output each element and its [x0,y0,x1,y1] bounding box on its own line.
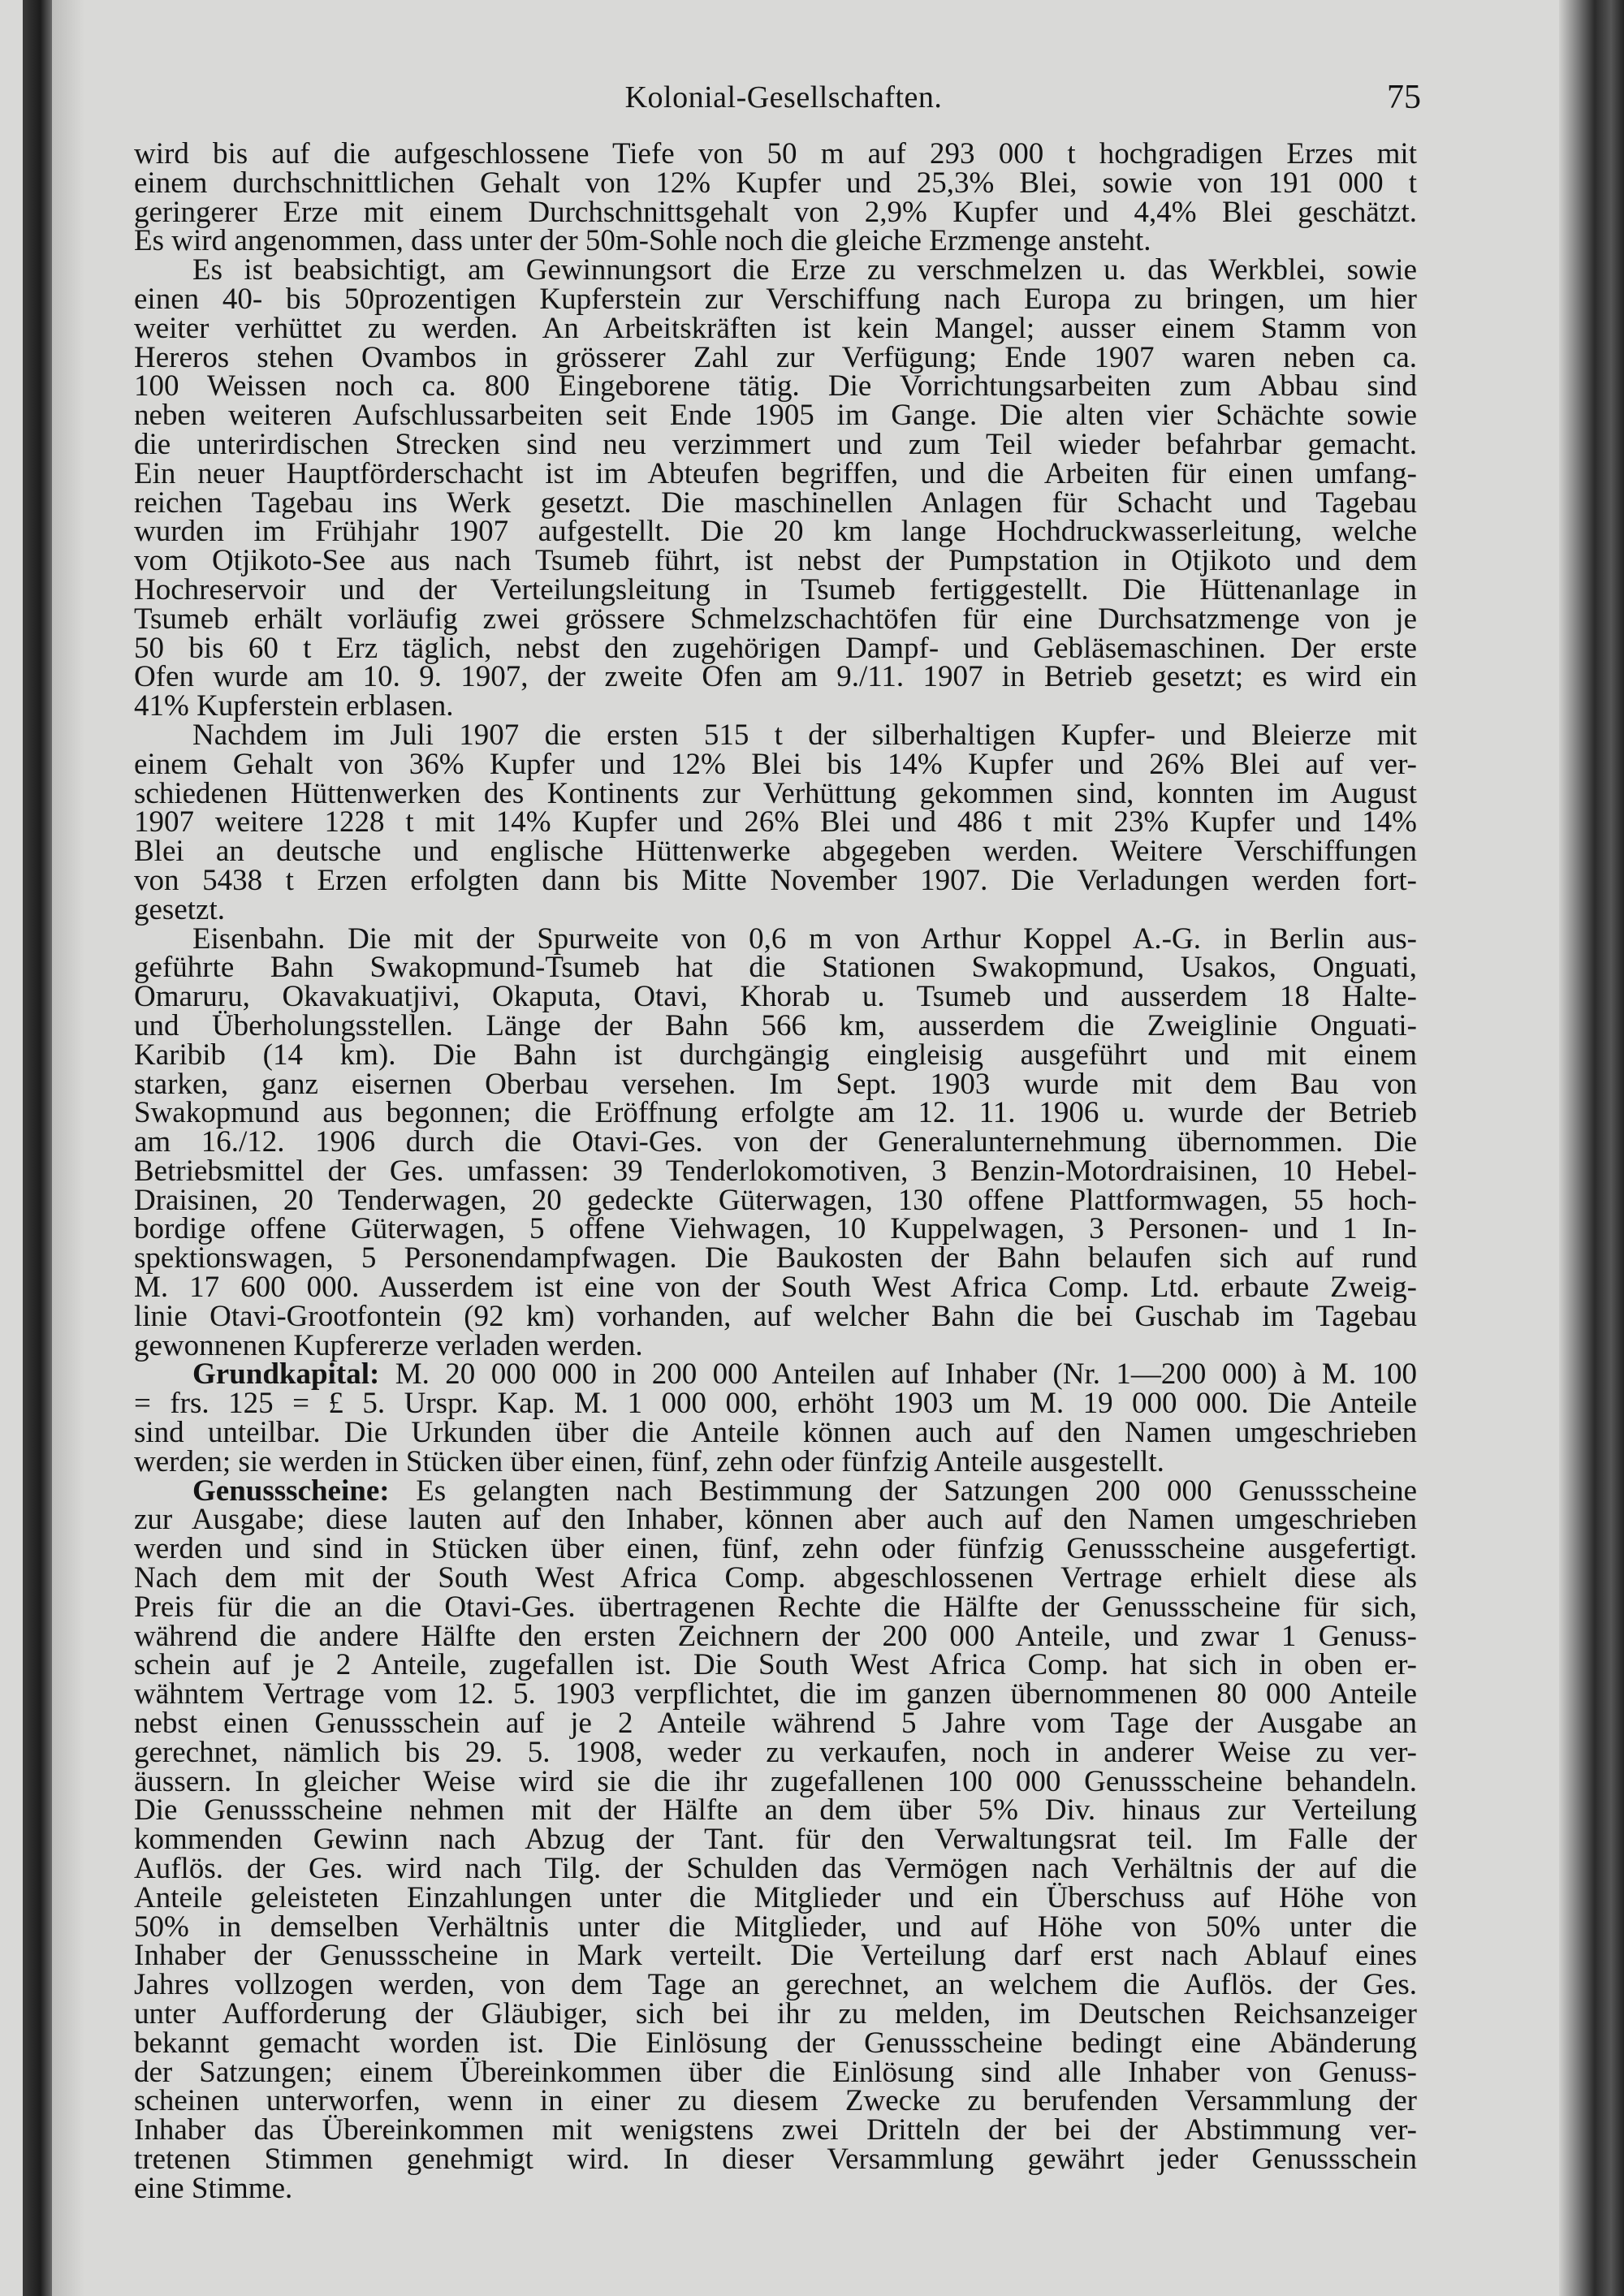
text-line [134,982,1417,1012]
line-text: sind unteilbar. Die Urkunden über die Anteile können auch auf den Namen umgeschrieben [134,1416,1417,1450]
line-text: gerechnet, nämlich bis 29. 5. 1908, weder zu verkaufen, noch in anderer Weise zu ver- [134,1735,1417,1769]
line-text: vom Otjikoto-See aus nach Tsumeb führt, ist nebst der Pumpstation in Otjikoto und dem [134,544,1417,578]
text-line [134,1183,1417,1217]
line-text: Preis für die an die Otavi-Ges. übertragenen Rechte die Hälfte der Genussscheine für sich, [134,1590,1417,1624]
text-line [134,1212,1417,1246]
text-line [134,1067,1417,1101]
text-line [134,137,1417,170]
line-text: geringerer Erze mit einem Durchschnittsgehalt von 2,9% Kupfer und 4,4% Blei geschätzt. [134,195,1417,229]
text-line [134,2084,1417,2118]
text-line [134,515,1417,549]
line-text: Inhaber der Genussscheine in Mark verteilt. Die Verteilung darf erst nach Ablauf eines [134,1939,1417,1973]
text-line [134,340,1417,374]
text-line [134,805,1417,839]
line-text: unter Aufforderung der Gläubiger, sich bei ihr zu melden, im Deutschen Reichsanzeiger [134,1997,1417,2031]
text-line [134,1534,1417,1564]
section-lead-heading: Genussscheine: [192,1474,390,1508]
page-number: 75 [1387,79,1421,116]
section-lead-heading: Grundkapital: [192,1357,380,1392]
line-text: einem Gehalt von 36% Kupfer und 12% Blei bis 14% Kupfer und 26% Blei auf ver- [134,747,1417,781]
text-line [134,662,1417,692]
text-line [134,951,1417,985]
text-line [134,689,1417,723]
line-text: und Überholungsstellen. Länge der Bahn 566 km, ausserdem die Zweiglinie Onguati- [134,1008,1417,1042]
line-text: äussern. In gleicher Weise wird sie die ihr zugefallenen 100 000 Genussscheine behandeln. [134,1764,1417,1798]
line-text: Omaruru, Okavakuatjivi, Okaputa, Otavi, Khorab u. Tsumeb und ausserdem 18 Halte- [134,980,1417,1014]
text-line [134,1474,1418,1508]
text-line [134,1764,1417,1798]
text-line [134,863,1417,897]
text-line [134,2113,1417,2147]
line-text: Swakopmund aus begonnen; die Eröffnung erfolgte am 12. 11. 1906 u. wurde der Betrieb [134,1096,1417,1130]
line-text: Die Genussscheine nehmen mit der Hälfte an dem über 5% Div. hinaus zur Verteilung [134,1793,1417,1828]
text-line [134,1910,1417,1944]
text-line [134,602,1417,636]
text-line [134,2026,1417,2060]
text-line [134,1328,1417,1362]
text-line [134,399,1417,433]
text-line [134,195,1417,229]
line-text: Es wird angenommen, dass unter der 50m-Sohle noch die gleiche Erzmenge ansteht. [134,224,1151,258]
line-text: Hereros stehen Ovambos in grösserer Zahl zur Verfügung; Ende 1907 waren neben ca. [134,340,1417,374]
line-text: eine Stimme. [134,2171,293,2205]
page-right-edge [1559,0,1624,2296]
line-text: Nach dem mit der South West Africa Comp. abgeschlossenen Vertrage erhielt diese als [134,1561,1417,1595]
text-line [134,718,1417,752]
line-text: am 16./12. 1906 durch die Otavi-Ges. von der Generalunternehmung übernommen. Die [134,1125,1417,1159]
line-text: werden; sie werden in Stücken über einen, fünf, zehn oder fünfzig Anteile ausgestellt. [134,1444,1164,1478]
text-line [134,1939,1417,1973]
text-line [134,1271,1417,1305]
text-line [134,1590,1417,1624]
line-text: Es ist beabsichtigt, am Gewinnungsort die Erze zu verschmelzen u. das Werkblei, sowie [192,253,1417,287]
line-text: Betriebsmittel der Ges. umfassen: 39 Tenderlokomotiven, 3 Benzin-Motordraisinen, 10 Hebel- [134,1154,1417,1188]
text-line [134,224,1417,258]
text-line [134,1241,1417,1275]
line-text: Inhaber das Übereinkommen mit wenigstens zwei Dritteln der bei der Abstimmung ver- [134,2113,1417,2147]
line-text: linie Otavi-Grootfontein (92 km) vorhanden, auf welcher Bahn die bei Guschab im Tagebau [134,1299,1417,1333]
line-text: weiter verhüttet zu werden. An Arbeitskräften ist kein Mangel; ausser einem Stamm von [134,311,1417,345]
body-text [134,137,1418,2205]
text-line [134,1503,1417,1537]
line-text: gewonnenen Kupfererze verladen werden. [134,1328,643,1362]
text-line [134,1648,1417,1682]
line-text: Hochreservoir und der Verteilungsleitung in Tsumeb fertiggestellt. Die Hüttenanlage in [134,572,1417,606]
line-text: M. 20 000 000 in 200 000 Anteilen auf Inhaber (Nr. 1—200 000) à M. 100 [395,1357,1417,1392]
line-text: wird bis auf die aufgeschlossene Tiefe von 50 m auf 293 000 t hochgradigen Erzes mit [134,137,1417,170]
line-text: reichen Tagebau ins Werk gesetzt. Die maschinellen Anlagen für Schacht und Tagebau [134,486,1417,520]
line-text: 41% Kupferstein erblasen. [134,689,454,723]
text-line [134,1823,1417,1857]
text-line [134,1793,1417,1828]
text-line [134,1098,1417,1128]
text-line [134,311,1417,345]
text-line [134,2055,1417,2089]
line-text: von 5438 t Erzen erfolgten dann bis Mitte November 1907. Die Verladungen werden fort- [134,863,1417,897]
text-line [134,1854,1417,1884]
line-text: scheinen unterworfen, wenn in einer zu diesem Zwecke zu berufenden Versammlung der [134,2084,1417,2118]
line-text: spektionswagen, 5 Personendampfwagen. Die Baukosten der Bahn belaufen sich auf rund [134,1241,1417,1275]
line-text: Ein neuer Hauptförderschacht ist im Abteufen begriffen, und die Arbeiten für einen umfang- [134,456,1417,490]
line-text: Nachdem im Juli 1907 die ersten 515 t der silberhaltigen Kupfer- und Bleierze mit [192,718,1417,752]
paragraph [134,718,1417,926]
text-line [134,1357,1417,1392]
text-line [134,166,1417,200]
line-text: während die andere Hälfte den ersten Zeichnern der 200 000 Anteile, und zwar 1 Genuss- [134,1619,1417,1653]
text-line [134,2171,1417,2205]
line-text: Jahres vollzogen werden, von dem Tage an gerechnet, an welchem die Auflös. der Ges. [134,1968,1417,2002]
text-line [134,1299,1417,1333]
line-text: tretenen Stimmen genehmigt wird. In dieser Versammlung gewährt jeder Genussschein [134,2142,1417,2176]
text-line [134,546,1417,576]
text-line [134,2142,1417,2176]
line-text: M. 17 600 000. Ausserdem ist eine von der South West Africa Comp. Ltd. erbaute Zweig- [134,1271,1417,1305]
text-line [134,282,1417,316]
text-line [134,369,1417,404]
line-text: nebst einen Genussschein auf je 2 Anteile während 5 Jahre vom Tage der Ausgabe an [134,1707,1417,1741]
text-line [134,1038,1417,1072]
paragraph [134,1474,1418,2205]
line-text: Eisenbahn. Die mit der Spurweite von 0,6 m von Arthur Koppel A.-G. in Berlin aus- [192,921,1417,956]
text-line [134,456,1417,490]
text-line [134,921,1417,956]
line-text: bordige offene Güterwagen, 5 offene Viehwagen, 10 Kuppelwagen, 3 Personen- und 1 In- [134,1212,1417,1246]
line-text: werden und sind in Stücken über einen, fünf, zehn oder fünfzig Genussscheine ausgefertigt. [134,1532,1417,1566]
text-line [134,1677,1417,1711]
line-text: 50 bis 60 t Erz täglich, nebst den zugehörigen Dampf- und Gebläsemaschinen. Der erste [134,631,1417,665]
line-text: Ofen wurde am 10. 9. 1907, der zweite Ofen am 9./11. 1907 in Betrieb gesetzt; es wird ein [134,660,1417,694]
line-text: der Satzungen; einem Übereinkommen über die Einlösung sind alle Inhaber von Genuss- [134,2055,1417,2089]
paragraph [134,253,1417,723]
text-line [134,572,1417,606]
text-line [134,1970,1417,2000]
running-header-title: Kolonial-Gesellschaften. [624,80,943,114]
text-line [134,1387,1417,1421]
line-text: 100 Weissen noch ca. 800 Eingeborene tätig. Die Vorrichtungsarbeiten zum Abbau sind [134,369,1417,404]
line-text: schein auf je 2 Anteile, zugefallen ist. Die South West Africa Comp. hat sich in oben er- [134,1648,1417,1682]
line-text: bekannt gemacht worden ist. Die Einlösung der Genussscheine bedingt eine Abänderung [134,2026,1417,2060]
paragraph [134,137,1417,258]
line-text: wurden im Frühjahr 1907 aufgestellt. Die 20 km lange Hochdruckwasserleitung, welche [134,515,1417,549]
paragraph [134,1357,1417,1478]
text-line [134,1444,1417,1478]
line-text: Draisinen, 20 Tenderwagen, 20 gedeckte Güterwagen, 130 offene Plattformwagen, 55 hoch- [134,1183,1417,1217]
line-text: Es gelangten nach Bestimmung der Satzungen 200 000 Genussscheine [416,1474,1418,1508]
text-line [134,486,1417,520]
text-line [134,1880,1417,1914]
line-text: neben weiteren Aufschlussarbeiten seit Ende 1905 im Gange. Die alten vier Schächte sowie [134,399,1417,433]
text-line [134,1619,1417,1653]
line-text: 50% in demselben Verhältnis unter die Mitglieder, und auf Höhe von 50% unter die [134,1910,1417,1944]
line-text: kommenden Gewinn nach Abzug der Tant. für den Verwaltungsrat teil. Im Falle der [134,1823,1417,1857]
line-text: starken, ganz eisernen Oberbau versehen. Im Sept. 1903 wurde mit dem Bau von [134,1067,1417,1101]
page-gutter-shadow [52,0,84,2296]
line-text: Karibib (14 km). Die Bahn ist durchgängig eingleisig ausgeführt und mit einem [134,1038,1417,1072]
text-line [134,892,1417,926]
line-text: schiedenen Hüttenwerken des Kontinents zur Verhüttung gekommen sind, konnten im August [134,776,1417,810]
text-line [134,1125,1417,1159]
text-line [134,1008,1417,1042]
text-line [134,253,1417,287]
line-text: 1907 weitere 1228 t mit 14% Kupfer und 26% Blei und 486 t mit 23% Kupfer und 14% [134,805,1417,839]
line-text: einen 40- bis 50prozentigen Kupferstein zur Verschiffung nach Europa zu bringen, um hier [134,282,1417,316]
text-line [134,1154,1417,1188]
text-line [134,631,1417,665]
book-binding-edge [23,0,52,2296]
text-line [134,427,1417,461]
line-text: wähntem Vertrage vom 12. 5. 1903 verpflichtet, die im ganzen übernommenen 80 000 Anteile [134,1677,1417,1711]
text-line [134,747,1417,781]
line-text: Anteile geleisteten Einzahlungen unter die Mitglieder und ein Überschuss auf Höhe von [134,1880,1417,1914]
text-line [134,1418,1417,1448]
text-line [134,1707,1417,1741]
line-text: zur Ausgabe; diese lauten auf den Inhaber, können aber auch auf den Namen umgeschrieben [134,1503,1417,1537]
line-text: gesetzt. [134,892,225,926]
text-line [134,1561,1417,1595]
text-line [134,835,1417,869]
text-line [134,1997,1417,2031]
text-line [134,1735,1417,1769]
paragraph [134,921,1417,1362]
line-text: = frs. 125 = £ 5. Urspr. Kap. M. 1 000 000, erhöht 1903 um M. 19 000 000. Die Anteile [134,1387,1417,1421]
line-text: Tsumeb erhält vorläufig zwei grössere Schmelzschachtöfen für eine Durchsatzmenge von je [134,602,1417,636]
line-text: Blei an deutsche und englische Hüttenwerke abgegeben werden. Weitere Verschiffungen [134,835,1417,869]
line-text: Auflös. der Ges. wird nach Tilg. der Schulden das Vermögen nach Verhältnis der auf die [134,1852,1417,1886]
text-line [134,776,1417,810]
line-text: geführte Bahn Swakopmund-Tsumeb hat die Stationen Swakopmund, Usakos, Onguati, [134,951,1417,985]
line-text: einem durchschnittlichen Gehalt von 12% Kupfer und 25,3% Blei, sowie von 191 000 t [134,166,1417,200]
line-text: die unterirdischen Strecken sind neu verzimmert und zum Teil wieder befahrbar gemacht. [134,427,1417,461]
